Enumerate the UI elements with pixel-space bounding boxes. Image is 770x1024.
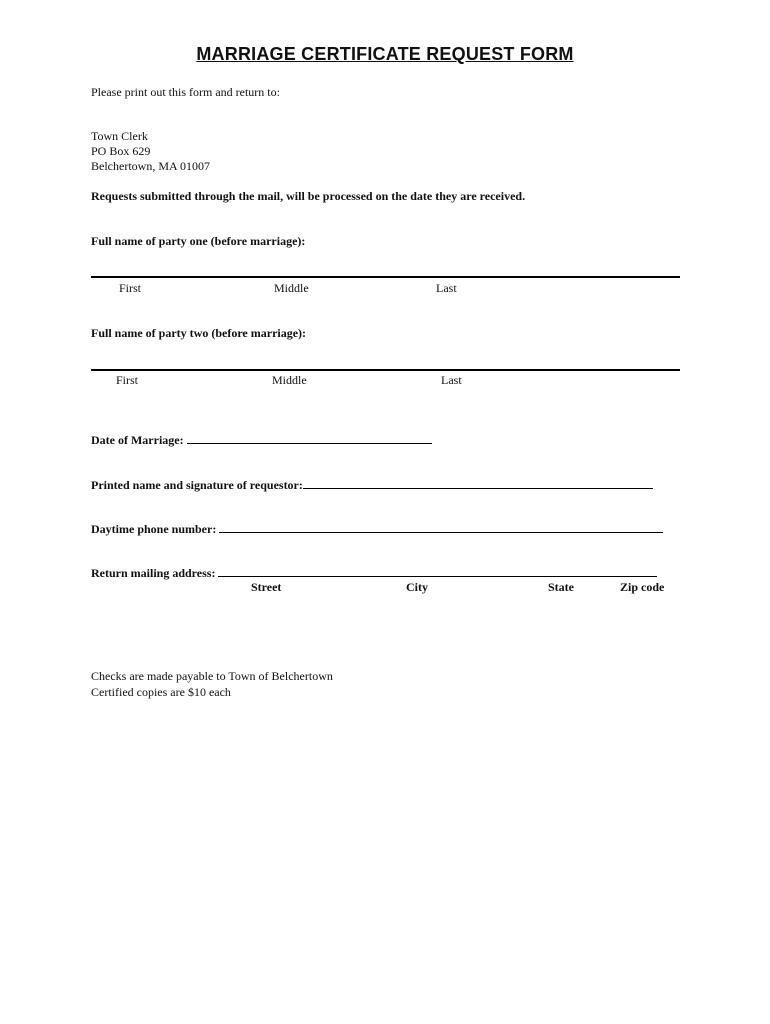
party-one-last-caption: Last — [436, 281, 457, 295]
mailing-address-field[interactable] — [218, 565, 657, 577]
checks-note: Checks are made payable to Town of Belchertown — [91, 669, 333, 683]
copies-note: Certified copies are $10 each — [91, 685, 231, 699]
party-two-middle-caption: Middle — [272, 373, 307, 387]
mailing-label: Return mailing address: — [91, 566, 216, 580]
party-one-name-line[interactable] — [91, 276, 680, 278]
mailing-street-caption: Street — [251, 580, 282, 594]
party-two-last-caption: Last — [441, 373, 462, 387]
date-of-marriage-field[interactable] — [187, 432, 432, 444]
address-line-2: PO Box 629 — [91, 144, 151, 158]
party-two-label: Full name of party two (before marriage): — [91, 326, 307, 340]
party-two-first-caption: First — [116, 373, 139, 387]
address-line-3: Belchertown, MA 01007 — [91, 159, 210, 173]
form-title: MARRIAGE CERTIFICATE REQUEST FORM — [196, 44, 574, 64]
party-one-middle-caption: Middle — [274, 281, 309, 295]
requestor-field[interactable] — [303, 477, 653, 489]
address-line-1: Town Clerk — [91, 129, 148, 143]
party-one-first-caption: First — [119, 281, 142, 295]
requestor-label: Printed name and signature of requestor: — [91, 478, 303, 492]
phone-row — [91, 521, 663, 537]
mailing-row — [91, 565, 657, 581]
mailing-city-caption: City — [406, 580, 428, 594]
party-two-name-line[interactable] — [91, 369, 680, 371]
phone-label: Daytime phone number: — [91, 522, 217, 536]
requestor-row — [91, 477, 653, 493]
intro-text: Please print out this form and return to: — [91, 85, 280, 99]
date-of-marriage-row — [91, 432, 432, 448]
party-one-label: Full name of party one (before marriage): — [91, 234, 306, 248]
mail-notice: Requests submitted through the mail, will be processed on the date they are received. — [91, 189, 526, 203]
phone-field[interactable] — [219, 521, 663, 533]
mailing-zip-caption: Zip code — [620, 580, 665, 594]
mailing-state-caption: State — [548, 580, 574, 594]
date-of-marriage-label: Date of Marriage: — [91, 433, 184, 447]
